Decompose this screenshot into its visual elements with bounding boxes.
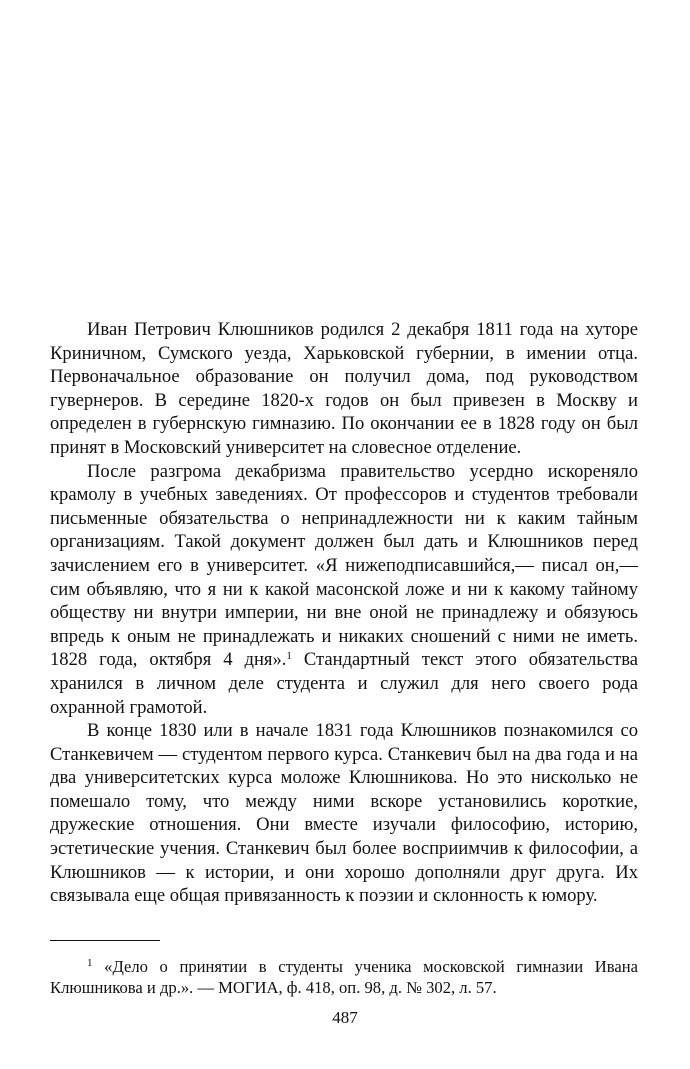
footnote-reference[interactable]: 1: [286, 650, 292, 663]
footnote-separator: [50, 940, 160, 941]
paragraph-3: В конце 1830 или в начале 1831 года Клюшников познакомился со Станкевичем — студентом первого курса. Станкевич был на два года и на два университетских курса моложе Клюшникова. Но это нисколько не помешало тому, что между ними вскоре установились короткие, дружеские отношения. Они вместе изучали философию, историю, эстетические учения. Станкевич был более восприимчив к философии, а Клюшников — к истории, и они хорошо дополняли друг друга. Их связывала еще общая привязанность к поэзии и склонность к юмору.: [50, 720, 638, 907]
paragraph-2: [50, 460, 638, 720]
paragraph-2-text-after: Стандартный текст этого обязательства хранился в личном деле студента и служил для него своего рода охранной грамотой.: [50, 649, 638, 718]
footnote-text: «Дело о принятии в студенты ученика московской гимназии Ивана Клюшникова и др.». — МОГИА, ф. 418, оп. 98, д. № 302, л. 57.: [50, 957, 638, 997]
main-text: [50, 318, 638, 908]
footnote: [50, 956, 638, 998]
paragraph-2-text: После разгрома декабризма правительство усердно искореняло крамолу в учебных заведениях. От профессоров и студентов требовали письменные обязательства о непринадлежности ни к каким тайным организациям. Такой документ должен был дать и Клюшников перед зачислением его в университет. «Я нижеподписавшийся,— писал он,— сим объявляю, что я ни к какой масонской ложе и ни к какому тайному обществу ни внутри империи, ни вне оной не принадлежу и обязуюсь впредь к оным не принадлежать и никаких сношений с ними не иметь. 1828 года, октября 4 дня».: [50, 460, 638, 671]
page-number: 487: [332, 1008, 358, 1027]
footnote-marker: 1: [87, 956, 93, 969]
paragraph-1: Иван Петрович Клюшников родился 2 декабря 1811 года на хуторе Криничном, Сумского уезда, Харьковской губернии, в имении отца. Первоначальное образование он получил дома, под руководством гувернеров. В середине 1820-х годов он был привезен в Москву и определен в губернскую гимназию. По окончании ее в 1828 году он был принят в Московский университет на словесное отделение.: [50, 319, 638, 458]
